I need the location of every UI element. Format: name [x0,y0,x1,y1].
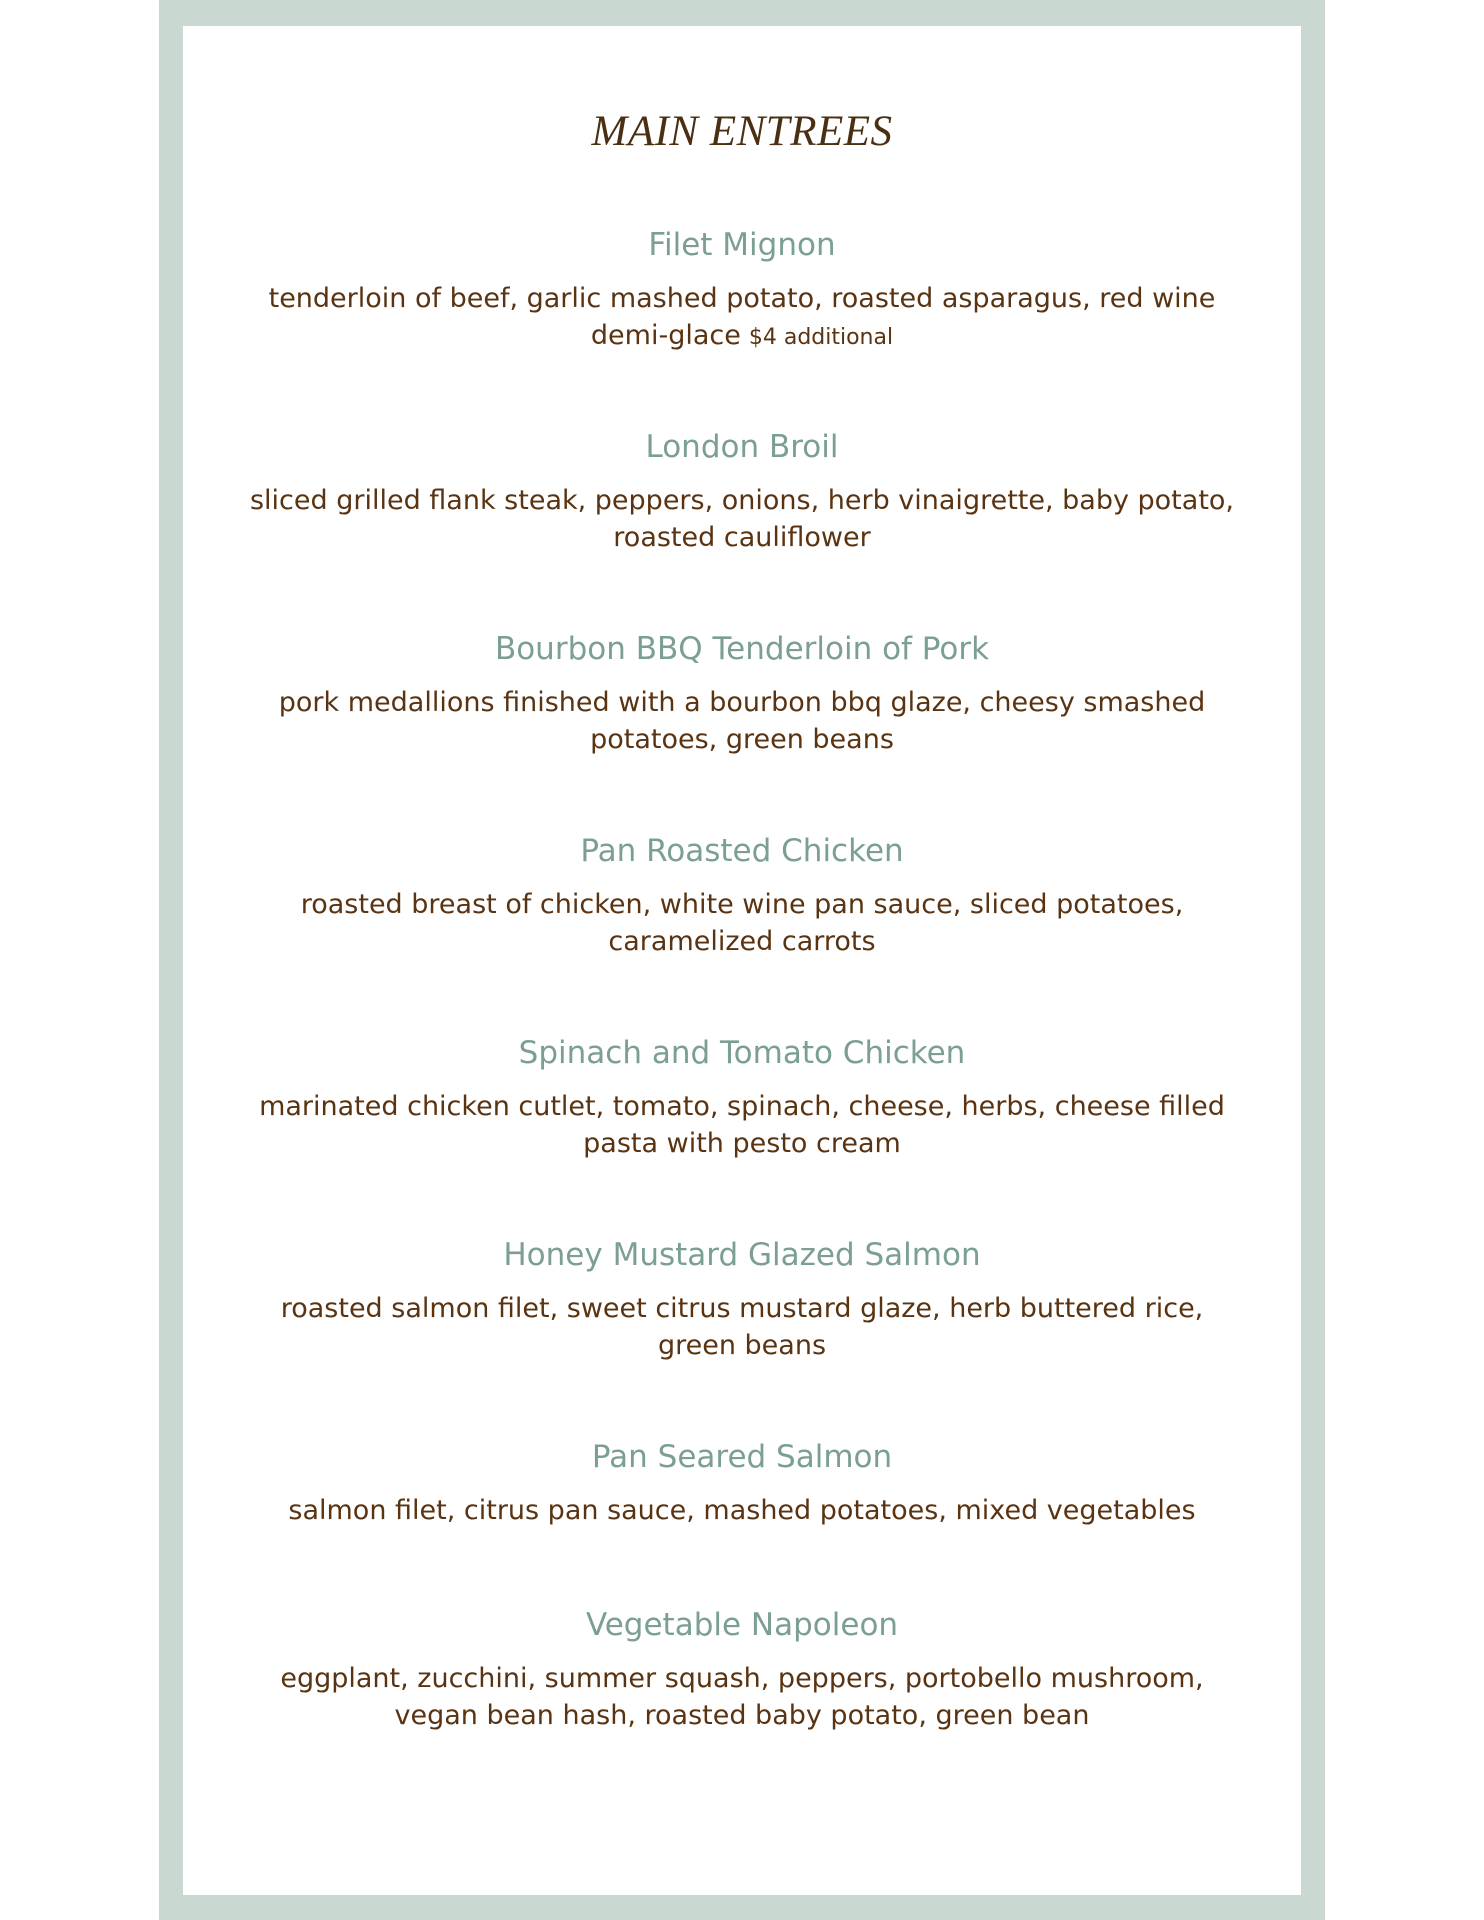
entree-name: Spinach and Tomato Chicken [518,1035,966,1071]
entree-bourbon-bbq-pork [223,630,1261,758]
entree-honey-mustard-salmon [223,1236,1261,1364]
entree-name: Bourbon BBQ Tenderloin of Pork [494,631,990,667]
entree-description-text: tenderloin of beef, garlic mashed potato, roasted asparagus, red wine demi-glace [268,283,1216,351]
entree-filet-mignon [223,226,1261,356]
menu-border [159,0,1325,1920]
menu-title: MAIN ENTREES [591,108,893,155]
menu-card [183,26,1301,1895]
entree-description: eggplant, zucchini, summer squash, peppers, portobello mushroom, vegan bean hash, roasted baby potato, green bean [280,1663,1204,1731]
entree-name: Honey Mustard Glazed Salmon [503,1237,981,1273]
entree-name: Filet Mignon [648,227,836,263]
entree-description: salmon filet, citrus pan sauce, mashed potatoes, mixed vegetables [288,1495,1196,1526]
entree-description: marinated chicken cutlet, tomato, spinach, cheese, herbs, cheese filled pasta with pesto cream [259,1091,1225,1159]
entree-description [223,280,1261,356]
entree-name: Pan Seared Salmon [591,1439,893,1475]
entree-description: roasted salmon filet, sweet citrus mustard glaze, herb buttered rice, green beans [280,1293,1204,1361]
entree-description: pork medallions finished with a bourbon bbq glaze, cheesy smashed potatoes, green beans [278,687,1206,755]
entree-pan-roasted-chicken [223,832,1261,960]
entree-name: Vegetable Napoleon [585,1607,899,1643]
entree-vegetable-napoleon [223,1606,1261,1734]
entree-name: London Broil [645,429,839,465]
entree-pan-seared-salmon [223,1438,1261,1529]
entree-spinach-tomato-chicken [223,1034,1261,1162]
price-note: $4 additional [748,325,894,350]
entree-description: roasted breast of chicken, white wine pan sauce, sliced potatoes, caramelized carrots [300,889,1184,957]
entree-description: sliced grilled flank steak, peppers, onions, herb vinaigrette, baby potato, roasted cauliflower [249,485,1235,553]
entree-name: Pan Roasted Chicken [580,833,904,869]
entree-london-broil [223,428,1261,556]
